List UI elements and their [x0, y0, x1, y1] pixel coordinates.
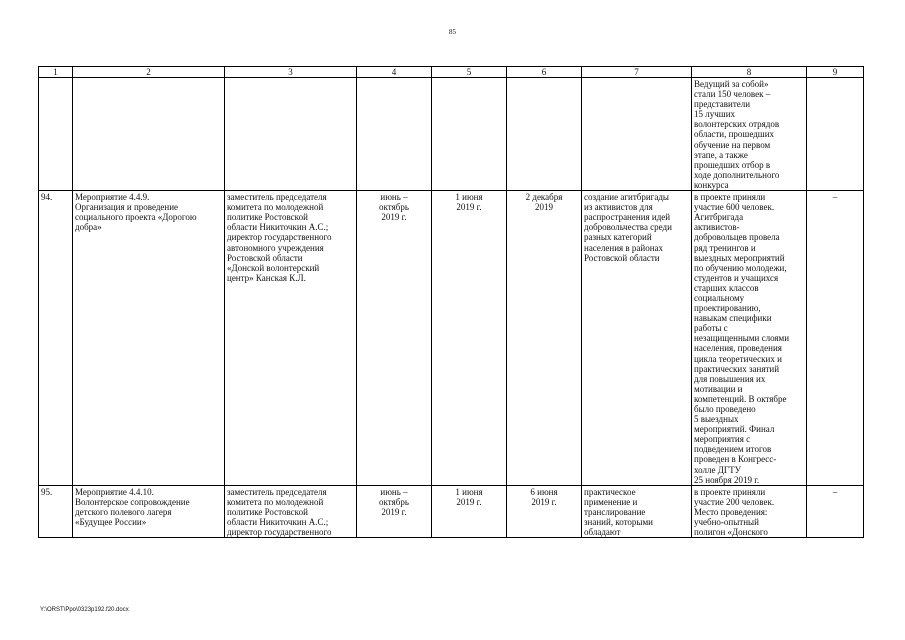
text-line: в проекте приняли: [694, 192, 766, 203]
text-line: 2 декабря: [525, 192, 563, 203]
row-number: 94.: [39, 191, 73, 486]
empty-cell: [807, 78, 864, 191]
text-line: было проведено: [694, 404, 756, 414]
column-header: 2: [73, 67, 225, 78]
text-line: по обучению молодежи,: [694, 262, 787, 273]
text-line: добра»: [75, 222, 102, 233]
text-line: полигон «Донского: [694, 527, 768, 538]
text-line: проектированию,: [694, 303, 761, 314]
continued-row: [39, 78, 864, 191]
text-line: работы с: [694, 323, 728, 334]
text-line: 2019 г.: [381, 212, 407, 223]
empty-cell: [357, 78, 432, 191]
table-row: [39, 485, 864, 537]
text-line: 2019 г.: [531, 496, 557, 507]
text-line: политике Ростовской: [227, 212, 308, 223]
column-header: 7: [582, 67, 692, 78]
text-line: из активистов для: [584, 202, 653, 213]
text-line: области Никиточкин А.С.;: [227, 222, 329, 233]
text-line: 5 выездных: [694, 414, 739, 425]
table-row: [39, 191, 864, 486]
text-line: Мероприятие 4.4.10.: [75, 486, 154, 497]
start-date-cell: [432, 191, 507, 486]
text-line: детского полевого лагеря: [75, 506, 172, 517]
text-line: студентов и учащихся: [694, 272, 779, 283]
note-cell: –: [807, 485, 864, 537]
text-line: Ростовской области: [584, 252, 660, 263]
column-header: 4: [357, 67, 432, 78]
text-line: «Донской волонтерский: [227, 262, 320, 273]
text-line: создание агитбригады: [584, 192, 669, 203]
text-line: выездных мероприятий: [694, 252, 785, 263]
text-line: применение и: [584, 496, 638, 507]
text-line: октябрь: [379, 496, 409, 507]
text-line: области Никиточкин А.С.;: [227, 517, 329, 528]
column-header: 6: [507, 67, 582, 78]
text-line: 6 июня: [530, 486, 558, 497]
text-line: добровольцев провела: [694, 232, 780, 243]
column-number-row: [39, 67, 864, 78]
text-line: учебно-опытный: [694, 517, 759, 528]
empty-cell: [432, 78, 507, 191]
text-line: 1 июня: [455, 192, 483, 203]
text-line: подведением итогов: [694, 444, 772, 455]
expected-result-cell: [582, 191, 692, 486]
text-line: Место проведения:: [694, 506, 768, 517]
text-line: активистов-: [694, 222, 740, 233]
text-line: старших классов: [694, 282, 759, 293]
text-line: директор государственного: [227, 527, 332, 538]
text-line: заместитель председателя: [227, 192, 327, 203]
text-line: проведен в Конгресс-: [694, 454, 777, 465]
note-cell: –: [807, 191, 864, 486]
text-line: комитета по молодежной: [227, 496, 324, 507]
text-line: заместитель председателя: [227, 486, 327, 497]
text-line: директор государственного: [227, 232, 332, 243]
period-cell: [357, 191, 432, 486]
actual-result-cell: [692, 485, 807, 537]
text-line: конкурса: [694, 179, 729, 190]
actual-result-cell: [692, 191, 807, 486]
empty-cell: [225, 78, 357, 191]
text-line: ряд тренингов и: [694, 242, 756, 253]
text-line: 2019 г.: [381, 506, 407, 517]
text-line: участие 600 человек.: [694, 202, 775, 213]
row-number: 95.: [39, 485, 73, 537]
end-date-cell: [507, 485, 582, 537]
text-line: представители: [694, 99, 751, 110]
text-line: навыкам специфики: [694, 313, 772, 324]
empty-cell: [73, 78, 225, 191]
text-line: разных категорий: [584, 232, 652, 243]
page-number: 85: [449, 28, 456, 36]
text-line: распространения идей: [584, 212, 671, 223]
text-line: мероприятий. Финал: [694, 424, 775, 435]
text-line: практических занятий: [694, 363, 780, 374]
text-line: Мероприятие 4.4.9.: [75, 192, 150, 203]
text-line: «Будущее России»: [75, 517, 147, 528]
text-line: комитета по молодежной: [227, 202, 324, 213]
text-line: Ведущий за собой»: [694, 79, 769, 89]
text-line: Волонтерское сопровождение: [75, 496, 190, 507]
text-line: населения, проведения: [694, 343, 782, 354]
text-line: этапе, а также: [694, 149, 748, 160]
responsible-cell: [225, 485, 357, 537]
text-line: социального проекта «Дорогою: [75, 212, 197, 223]
report-table: [38, 66, 864, 538]
text-line: 2019: [535, 202, 553, 213]
text-line: политике Ростовской: [227, 506, 308, 517]
text-line: ходе дополнительного: [694, 169, 780, 180]
text-line: 2019 г.: [456, 202, 482, 213]
text-line: холле ДГТУ: [694, 464, 741, 475]
text-line: транслирование: [584, 506, 646, 517]
file-path: Y:\ORST\Ppo\0323p192.f20.docx: [40, 607, 129, 613]
event-cell: [73, 485, 225, 537]
text-line: 1 июня: [455, 486, 483, 497]
text-line: области, прошедших: [694, 129, 775, 140]
text-line: 25 ноября 2019 г.: [694, 474, 760, 485]
column-header: 9: [807, 67, 864, 78]
responsible-cell: [225, 191, 357, 486]
text-line: октябрь: [379, 202, 409, 213]
empty-cell: [507, 78, 582, 191]
text-line: незащищенными слоями: [694, 333, 790, 344]
start-date-cell: [432, 485, 507, 537]
text-line: Организация и проведение: [75, 202, 179, 213]
text-line: добровольчества среди: [584, 222, 672, 233]
text-line: 2019 г.: [456, 496, 482, 507]
text-line: 15 лучших: [694, 109, 736, 120]
end-date-cell: [507, 191, 582, 486]
text-line: автономного учреждения: [227, 242, 324, 253]
text-line: мотивации и: [694, 383, 743, 394]
period-cell: [357, 485, 432, 537]
text-line: социальному: [694, 292, 745, 303]
column-header: 3: [225, 67, 357, 78]
text-line: волонтерских отрядов: [694, 119, 780, 130]
expected-result-cell: [582, 485, 692, 537]
text-line: обучение на первом: [694, 139, 771, 150]
text-line: участие 200 человек.: [694, 496, 775, 507]
event-cell: [73, 191, 225, 486]
text-line: обладают: [584, 527, 621, 538]
column-header: 8: [692, 67, 807, 78]
text-line: для повышения их: [694, 373, 766, 384]
text-line: в проекте приняли: [694, 486, 766, 497]
text-line: цикла теоретических и: [694, 353, 782, 364]
text-line: компетенций. В октябре: [694, 393, 787, 404]
column-header: 5: [432, 67, 507, 78]
text-line: стали 150 человек –: [694, 89, 771, 100]
text-line: населения в районах: [584, 242, 664, 253]
column-header: 1: [39, 67, 73, 78]
empty-cell: [39, 78, 73, 191]
text-line: мероприятия с: [694, 434, 751, 445]
text-line: центр» Канская К.Л.: [227, 272, 306, 283]
text-line: июнь –: [380, 486, 408, 497]
text-line: июнь –: [380, 192, 408, 203]
empty-cell: [582, 78, 692, 191]
text-line: практическое: [584, 486, 636, 497]
result-cell: [692, 78, 807, 191]
text-line: знаний, которыми: [584, 517, 653, 528]
text-line: Ростовской области: [227, 252, 303, 263]
text-line: прошедших отбор в: [694, 159, 771, 170]
text-line: Агитбригада: [694, 212, 744, 223]
